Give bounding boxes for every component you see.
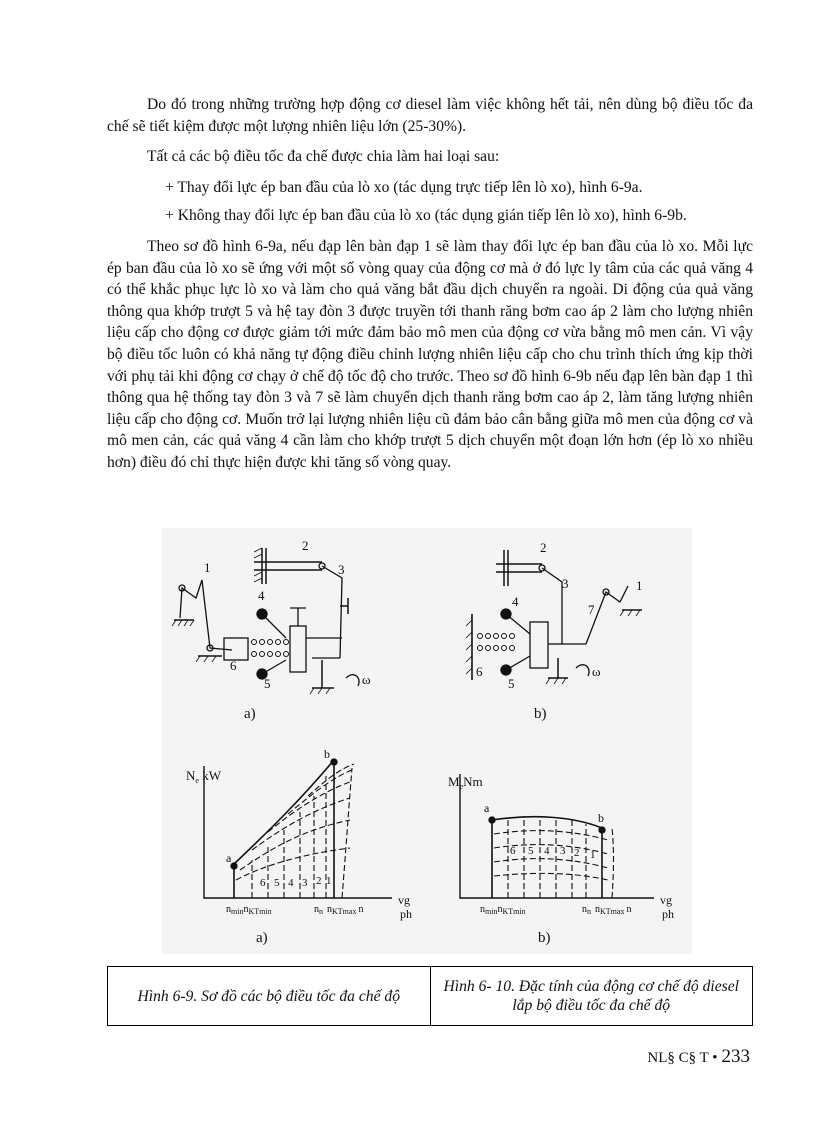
page-footer (647, 1046, 750, 1068)
governor-diagram-b (466, 540, 643, 722)
chart-power-y-label: N (186, 768, 196, 783)
paragraph-2: Tất cả các bộ điều tốc đa chế được chia làm hai loại sau: (147, 148, 500, 166)
chart-torque-curve-1: 1 (590, 849, 596, 861)
chart-torque-curve-4: 4 (544, 845, 550, 857)
label-a-1: 1 (204, 560, 211, 575)
label-a-6: 6 (230, 658, 237, 673)
chart-torque-tick-ktmin: KTmin (502, 907, 526, 916)
omega-b: ω (592, 664, 601, 679)
chart-power-y-unit: kW (198, 768, 221, 783)
chart-torque-curve-3: 3 (560, 845, 566, 857)
svg-text:nnnKTmaxn (582, 904, 631, 916)
chart-torque-tick-min: min (485, 907, 498, 916)
paragraph-1: Do đó trong những trường hợp động cơ diesel làm việc không hết tải, nên dùng bộ điều tốc đa chế sẽ tiết kiệm được một lượng nhiên liệu lớn (25-30%). (107, 96, 753, 135)
chart-torque-y-unit: Nm (463, 774, 483, 789)
chart-power-curve-3: 3 (302, 877, 308, 889)
label-b-6: 6 (476, 664, 483, 679)
chart-power-curve-4: 4 (288, 877, 294, 889)
page-number: 233 (721, 1046, 750, 1067)
chart-power-tick-ktmax: KTmax (332, 907, 357, 916)
label-b-1: 1 (636, 578, 643, 593)
label-a-4: 4 (258, 588, 265, 603)
svg-text:MeNm (448, 774, 483, 791)
body-text (107, 94, 753, 483)
chart-torque-x-ph: ph (662, 907, 674, 921)
chart-power-tick-min: min (231, 907, 244, 916)
chart-torque (448, 774, 674, 946)
governor-diagram-a (172, 538, 371, 722)
chart-power-tick-n3: n (314, 904, 319, 915)
chart-power-curve-1: 1 (326, 875, 332, 887)
chart-power-tick-n-sub: n (319, 907, 323, 916)
chart-torque-curve-2: 2 (574, 847, 580, 859)
chart-power-x-ph: ph (400, 907, 412, 921)
caption-table (107, 966, 753, 1026)
chart-torque-curve-6: 6 (510, 845, 516, 857)
subcaption-b-top: b) (534, 706, 547, 722)
chart-torque-point-a: a (484, 801, 490, 815)
subcaption-b-bottom: b) (538, 930, 551, 946)
label-a-3: 3 (338, 562, 345, 577)
chart-torque-y-label: M (448, 774, 460, 789)
chart-power-curve-6: 6 (260, 877, 266, 889)
chart-power-tick-n2: n (243, 904, 249, 915)
chart-power-point-a: a (226, 851, 232, 865)
chart-torque-y-sub: e (459, 782, 464, 791)
chart-torque-tick-n3: n (582, 904, 587, 915)
chart-power-tick-n5: n (358, 904, 364, 915)
footer-label: NL§ C§ T • (647, 1050, 718, 1066)
chart-power-curve-5: 5 (274, 877, 280, 889)
chart-torque-x-vg: vg (660, 893, 672, 907)
paragraph-3: + Thay đổi lực ép ban đầu của lò xo (tác dụng trực tiếp lên lò xo), hình 6-9a. (165, 178, 643, 196)
chart-torque-point-b: b (598, 811, 604, 825)
chart-torque-tick-n1: n (480, 904, 485, 915)
svg-text:nminnKTmin (480, 904, 526, 916)
caption-figure-6-9: Hình 6-9. Sơ đồ các bộ điều tốc đa chế độ (108, 967, 431, 1026)
chart-power-curve-2: 2 (316, 875, 322, 887)
svg-text:nnnKTmaxn (314, 904, 363, 916)
label-b-3: 3 (562, 576, 569, 591)
label-a-2: 2 (302, 538, 309, 553)
chart-power-point-b: b (324, 747, 330, 761)
chart-torque-tick-n-sub: n (587, 907, 591, 916)
chart-power-x-vg: vg (398, 893, 410, 907)
chart-power-tick-ktmin: KTmin (248, 907, 272, 916)
subcaption-a-top: a) (244, 706, 256, 722)
omega-a: ω (362, 672, 371, 687)
chart-torque-tick-n4: n (595, 904, 600, 915)
chart-torque-tick-n5: n (626, 904, 632, 915)
caption-figure-6-10: Hình 6- 10. Đặc tính của động cơ chế độ diesel lắp bộ điều tốc đa chế độ (430, 967, 753, 1026)
chart-torque-curve-5: 5 (528, 845, 534, 857)
svg-text:Ne kW (186, 768, 222, 785)
label-b-7: 7 (588, 602, 595, 617)
label-a-5: 5 (264, 676, 271, 691)
chart-torque-tick-ktmax: KTmax (600, 907, 625, 916)
subcaption-a-bottom: a) (256, 930, 268, 946)
chart-power-tick-n1: n (226, 904, 231, 915)
chart-power (186, 747, 412, 946)
label-b-4: 4 (512, 594, 519, 609)
paragraph-5: Theo sơ đồ hình 6-9a, nếu đạp lên bàn đạp 1 sẽ làm thay đổi lực ép ban đầu của lò xo. Mỗi lực ép ban đầu của lò xo sẽ ứng với một số vòng quay của động cơ mà ở đó lực ly tâm của các quả văng 4 có thể khắc phục lực lò xo và làm cho quả văng bắt đầu dịch chuyển ra ngoài. Di động của quả văng thông qua khớp trượt 5 và hệ tay đòn 3 được truyền tới thanh răng bơm cao áp 2 làm cho lượng nhiên liệu cấp cho động cơ được giảm tới mức đảm bảo mô men của động cơ vừa bằng mô men cản. Vì vậy bộ điều tốc luôn có khả năng tự động điều chỉnh lượng nhiên liệu cấp cho chu trình thích ứng kịp thời với phụ tải khi động cơ chạy ở chế độ tốc độ cho trước. Theo sơ đồ hình 6-9b nếu đạp lên bàn đạp 1 thì thông qua hệ thống tay đòn 3 và 7 sẽ làm chuyển dịch thanh răng bơm cao áp 2, làm tăng lượng nhiên liệu cấp cho động cơ. Muốn trở lại lượng nhiên liệu cũ đảm bảo cân bằng giữa mô men của động cơ và mô men cản, các quả văng 4 cần làm cho khớp trượt 5 dịch chuyển một đoạn lớn hơn (ép lò xo nhiều hơn) điều đó chỉ thực hiện được khi tăng số vòng quay. (107, 237, 753, 471)
svg-text:nminnKTmin (226, 904, 272, 916)
chart-torque-tick-n2: n (497, 904, 503, 915)
label-b-5: 5 (508, 676, 515, 691)
label-b-2: 2 (540, 540, 547, 555)
chart-power-y-sub: e (195, 776, 199, 785)
figure-area (162, 528, 692, 954)
chart-power-tick-n4: n (327, 904, 332, 915)
paragraph-4: + Không thay đổi lực ép ban đầu của lò xo (tác dụng gián tiếp lên lò xo), hình 6-9b. (165, 207, 687, 225)
